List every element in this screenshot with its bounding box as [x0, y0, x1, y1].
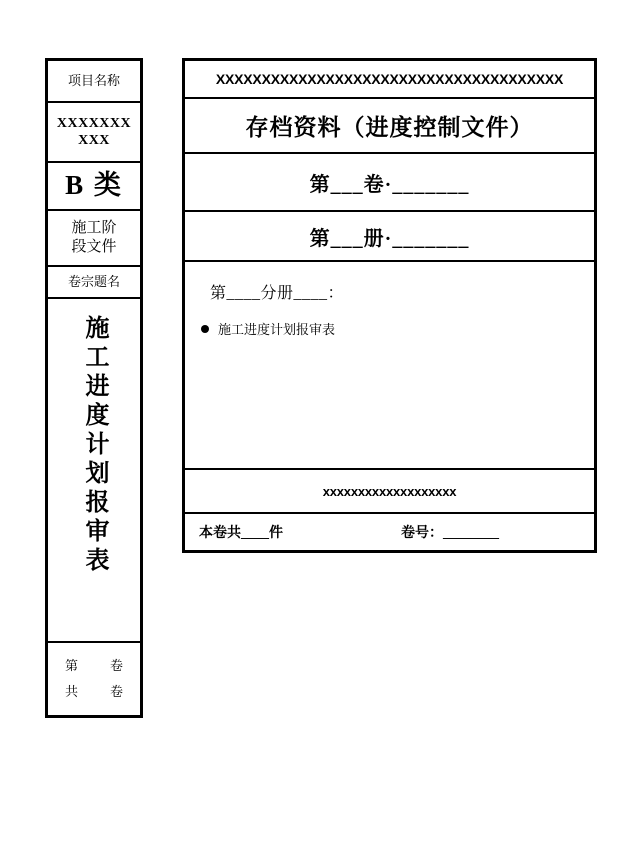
spine-dossier-label: 卷宗题名: [48, 267, 140, 299]
cover-project-line: XXXXXXXXXXXXXXXXXXXXXXXXXXXXXXXXXXXXXX: [185, 61, 594, 99]
spine-title-text: 施工进度计划报审表: [81, 315, 107, 576]
spine-stage-line2: 段文件: [71, 239, 117, 255]
spine-volume-unit: 卷: [109, 657, 123, 673]
list-item: [201, 319, 594, 338]
spine-volume-row: [65, 658, 123, 674]
cover-book-line: 第___册·_______: [185, 212, 594, 262]
cover-total-count: 本卷共____件: [199, 526, 283, 541]
cover-subvolume-line: 第____分册____：: [210, 285, 345, 302]
cover-contents-area: [185, 262, 594, 470]
bullet-icon: [201, 325, 209, 333]
spine-document-title: [48, 299, 140, 643]
spine-total-label: 共: [65, 684, 79, 699]
cover-footer-code: xxxxxxxxxxxxxxxxxxx: [185, 470, 594, 514]
spine-stage-label: [48, 211, 140, 267]
spine-volume-block: [48, 643, 140, 715]
spine-stage-line1: 施工阶: [71, 220, 117, 237]
spine-volume-label: 第: [65, 657, 79, 673]
spine-card: [45, 58, 143, 718]
cover-card: [182, 58, 597, 553]
spine-class-label: B 类: [48, 163, 140, 211]
spine-total-row: [65, 684, 123, 700]
cover-bottom-row: [185, 514, 594, 550]
spine-project-code: [48, 103, 140, 163]
cover-volume-line: 第___卷·_______: [185, 154, 594, 212]
cover-volume-number: 卷号：________: [401, 526, 499, 541]
cover-main-title: 存档资料（进度控制文件）: [185, 99, 594, 154]
list-item-label: 施工进度计划报审表: [218, 322, 336, 337]
spine-project-name: 项目名称: [48, 61, 140, 103]
spine-code-line1: XXXXXXX: [56, 115, 132, 131]
cover-item-list: [185, 319, 594, 338]
spine-total-unit: 卷: [109, 684, 123, 699]
spine-code-line2: XXX: [78, 133, 110, 148]
